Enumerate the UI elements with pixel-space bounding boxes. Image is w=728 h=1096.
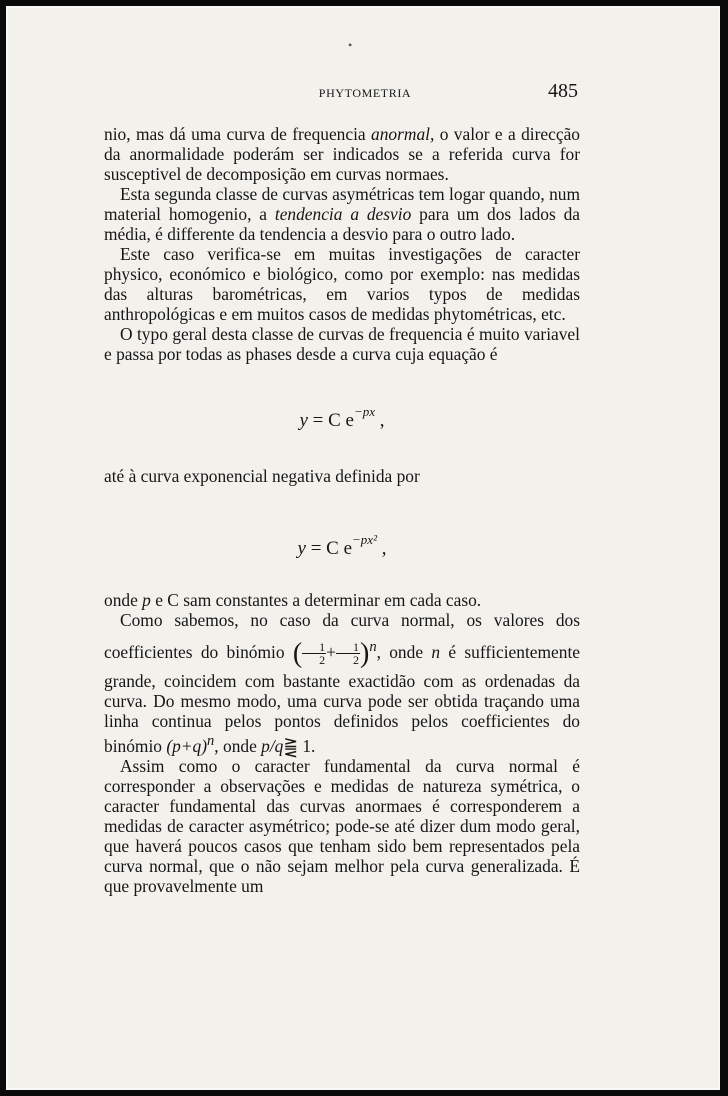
- paragraph-6: onde p e C sam constantes a determinar em cada caso.: [104, 590, 482, 610]
- paragraph-1: nio, mas dá uma curva de frequencia anormal, o valor e a direcção da anormalidade poderám ser indicados se a referida curva for susceptivel de decomposição em curvas normaes.: [104, 124, 580, 184]
- paragraph-2: Esta segunda classe de curvas asymétricas tem logar quando, num material homogenio, a tendencia a desvio para um dos lados da média, é differente da tendencia a desvio para o outro lado.: [104, 184, 580, 244]
- paragraph-7: Como sabemos, no caso da curva normal, os valores dos coefficientes do binómio ( $\frac{1}{2}$ + $\frac{1}{2}$ )$^n$, onde n é sufficientemente grande, coincidem com bastante exactidão com as ordenadas da curva. Do mesmo modo, uma curva pode ser obtida traçando uma linha continua pelos pontos definidos pelos coefficientes do binómio $(p+q)^n$, onde p/q⪌ 1.: [104, 610, 580, 756]
- binomial-expression: ( $\frac{1}{2}$ + $\frac{1}{2}$ )$^n$: [292, 637, 377, 669]
- print-mark: •: [348, 38, 353, 52]
- paragraph-4: O typo geral desta classe de curvas de frequencia é muito variavel e passa por todas as phases desde a curva cuja equação é: [104, 324, 580, 364]
- running-header: PHYTOMETRIA: [318, 86, 412, 100]
- paragraph-3: Este caso verifica-se em muitas investigações de caracter physico, económico e biológico, como por exemplo: nas medidas das alturas barométricas, em varios typos de medidas anthropológicas e em muitos casos de medidas phytométricas, etc.: [104, 244, 580, 324]
- formula-exponential-squared: y = C $e^{-px^2}$ ,: [297, 532, 387, 559]
- formula-exponential: y = C $e^{-px}$ ,: [299, 404, 385, 431]
- paragraph-5: até à curva exponencial negativa definida por: [104, 466, 420, 486]
- page-number: 485: [548, 80, 578, 102]
- book-page: [6, 6, 720, 1090]
- body-text: [104, 124, 580, 896]
- paragraph-8: Assim como o caracter fundamental da curva normal é corresponder a observações e medidas de natureza symétrica, o caracter fundamental das curvas anormaes é corresponderem a medidas de caracter asymétrico; pode-se até dizer dum modo geral, que haverá poucos casos que tenham sido bem representados pela curva normal, que o não sejam melhor pela curva generalizada. É que provavelmente um: [104, 755, 580, 896]
